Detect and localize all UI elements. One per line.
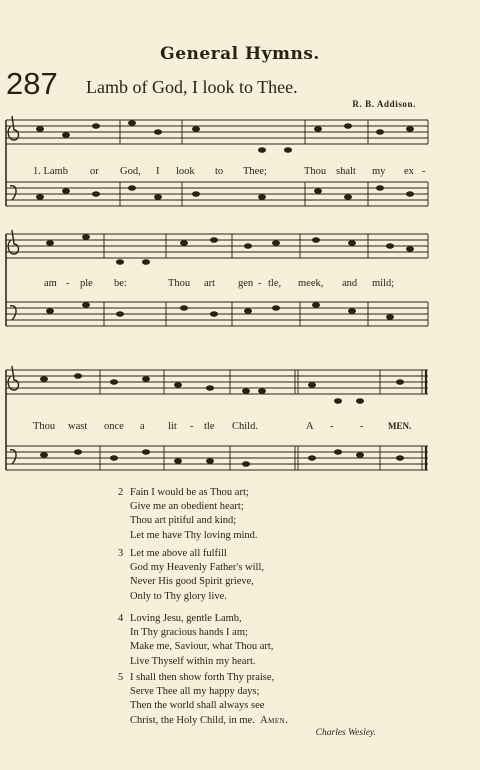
verse-4 bbox=[118, 612, 273, 669]
verse-line: Only to Thy glory live. bbox=[130, 590, 227, 602]
lyric: look bbox=[176, 166, 195, 177]
section-title: General Hymns. bbox=[160, 44, 320, 64]
lyric: Thou bbox=[168, 278, 191, 289]
verse-line bbox=[130, 714, 288, 728]
lyric: meek, bbox=[298, 278, 324, 289]
verse-5 bbox=[118, 671, 288, 728]
lyric: and bbox=[342, 278, 358, 289]
lyric: once bbox=[104, 421, 124, 432]
lyric: - bbox=[190, 421, 194, 432]
verse-line: Then the world shall always see bbox=[130, 700, 265, 712]
verse-line: Fain I would be as Thou art; bbox=[130, 487, 249, 498]
verse-number: 4 bbox=[118, 613, 124, 624]
composer-credit: Charles Wesley. bbox=[315, 728, 376, 738]
lyric: or bbox=[90, 166, 99, 177]
lyric: Child. bbox=[232, 421, 258, 432]
verse-line: I shall then show forth Thy praise, bbox=[130, 672, 275, 683]
lyric: ple bbox=[80, 278, 93, 289]
lyric: tle, bbox=[268, 278, 282, 289]
author-credit: R. B. Addison. bbox=[352, 99, 416, 109]
verse-3 bbox=[118, 547, 264, 604]
lyric: be: bbox=[114, 278, 127, 289]
lyric: wast bbox=[68, 421, 88, 432]
hymn-number: 287 bbox=[6, 66, 58, 101]
lyric: lit bbox=[168, 421, 177, 432]
verse-number: 5 bbox=[118, 672, 124, 683]
staff-treble-2 bbox=[6, 234, 428, 258]
lyric: Thou bbox=[33, 421, 56, 432]
verse-line: In Thy gracious hands I am; bbox=[130, 627, 248, 639]
staff-bass-3 bbox=[6, 446, 428, 470]
lyric: I bbox=[156, 166, 160, 177]
verse-line: Make me, Saviour, what Thou art, bbox=[130, 641, 274, 653]
verse-line: Serve Thee all my happy days; bbox=[130, 686, 260, 698]
noteheads-system-3 bbox=[40, 373, 404, 467]
verse-line: Let me have Thy loving mind. bbox=[130, 529, 258, 541]
lyric: ex bbox=[404, 166, 414, 177]
amen-label: Amen. bbox=[260, 714, 289, 726]
lyric: a bbox=[140, 421, 145, 432]
lyric: - bbox=[258, 278, 262, 289]
lyric: gen bbox=[238, 278, 254, 289]
verse-line: Thou art pitiful and kind; bbox=[130, 515, 237, 527]
verse-2 bbox=[118, 486, 258, 543]
lyric: to bbox=[215, 166, 224, 177]
lyric: - bbox=[330, 421, 334, 432]
lyric: God, bbox=[120, 166, 141, 177]
lyric: art bbox=[204, 278, 216, 289]
lyric: - bbox=[66, 278, 70, 289]
verse-line: Live Thyself within my heart. bbox=[130, 655, 256, 667]
verse-line: God my Heavenly Father's will, bbox=[130, 562, 264, 574]
lyric: MEN. bbox=[388, 421, 412, 431]
hymn-title: Lamb of God, I look to Thee. bbox=[86, 77, 298, 97]
verse-number: 2 bbox=[118, 487, 124, 498]
lyric: am bbox=[44, 278, 57, 289]
verse-line: Give me an obedient heart; bbox=[130, 501, 244, 513]
verse-line-text: Christ, the Holy Child, in me. bbox=[130, 714, 255, 726]
lyric: - bbox=[360, 421, 364, 432]
lyric: - bbox=[422, 166, 426, 177]
lyric: shalt bbox=[336, 166, 356, 177]
lyric: Thee; bbox=[243, 166, 267, 177]
staff-bass-1 bbox=[6, 182, 428, 206]
system-3 bbox=[6, 366, 428, 470]
verse-line: Never His good Spirit grieve, bbox=[130, 576, 254, 588]
staff-treble-1 bbox=[6, 120, 428, 144]
noteheads-system-2 bbox=[46, 234, 414, 320]
lyric: my bbox=[372, 166, 386, 177]
lyric: A bbox=[306, 421, 314, 432]
lyric: Thou bbox=[304, 166, 327, 177]
lyric: mild; bbox=[372, 278, 395, 289]
verse-line: Let me above all fulfill bbox=[130, 548, 227, 559]
staff-treble-3 bbox=[6, 370, 428, 394]
verse-line: Loving Jesu, gentle Lamb, bbox=[130, 613, 242, 624]
lyric: 1. Lamb bbox=[33, 166, 68, 177]
lyric: tle bbox=[204, 421, 215, 432]
verse-number: 3 bbox=[118, 548, 124, 559]
